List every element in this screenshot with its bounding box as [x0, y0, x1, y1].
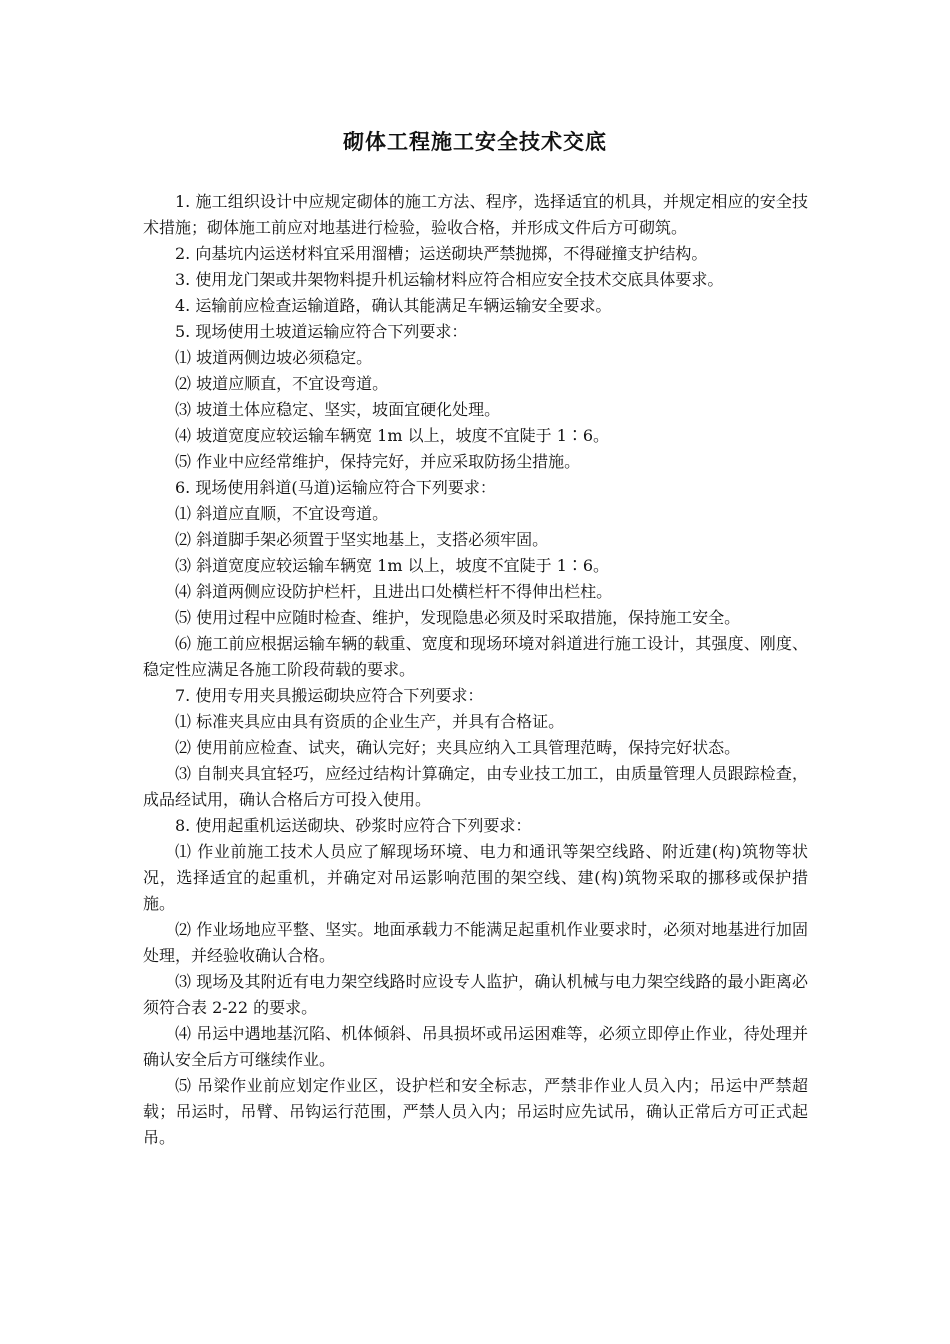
list-item-6-6: ⑹ 施工前应根据运输车辆的载重、宽度和现场环境对斜道进行施工设计，其强度、刚度、稳定性应满足各施工阶段荷载的要求。 [143, 634, 808, 679]
list-item-8-2: ⑵ 作业场地应平整、坚实。地面承载力不能满足起重机作业要求时，必须对地基进行加固处理，并经验收确认合格。 [143, 920, 808, 965]
paragraph-4: 4. 运输前应检查运输道路，确认其能满足车辆运输安全要求。 [175, 296, 612, 315]
paragraph-6: 6. 现场使用斜道(马道)运输应符合下列要求： [175, 478, 496, 497]
list-item-8-1: ⑴ 作业前施工技术人员应了解现场环境、电力和通讯等架空线路、附近建(构)筑物等状况，选择适宜的起重机，并确定对吊运影响范围的架空线、建(构)筑物采取的挪移或保护措施。 [143, 842, 808, 913]
paragraph-2: 2. 向基坑内运送材料宜采用溜槽；运送砌块严禁抛掷，不得碰撞支护结构。 [175, 244, 708, 263]
list-item-6-5: ⑸ 使用过程中应随时检查、维护，发现隐患必须及时采取措施，保持施工安全。 [175, 608, 741, 627]
paragraph-3: 3. 使用龙门架或井架物料提升机运输材料应符合相应安全技术交底具体要求。 [175, 270, 724, 289]
list-item-6-3: ⑶ 斜道宽度应较运输车辆宽 1m 以上，坡度不宜陡于 1∶6。 [175, 556, 610, 575]
list-item-5-5: ⑸ 作业中应经常维护，保持完好，并应采取防扬尘措施。 [175, 452, 581, 471]
list-item-6-1: ⑴ 斜道应直顺，不宜设弯道。 [175, 504, 389, 523]
list-item-7-3: ⑶ 自制夹具宜轻巧，应经过结构计算确定，由专业技工加工，由质量管理人员跟踪检查，成品经试用，确认合格后方可投入使用。 [143, 764, 808, 809]
paragraph-5: 5. 现场使用土坡道运输应符合下列要求： [175, 322, 468, 341]
paragraph-1: 1. 施工组织设计中应规定砌体的施工方法、程序，选择适宜的机具，并规定相应的安全技术措施；砌体施工前应对地基进行检验，验收合格，并形成文件后方可砌筑。 [143, 192, 808, 237]
list-item-6-2: ⑵ 斜道脚手架必须置于坚实地基上，支搭必须牢固。 [175, 530, 549, 549]
list-item-5-1: ⑴ 坡道两侧边坡必须稳定。 [175, 348, 373, 367]
list-item-6-4: ⑷ 斜道两侧应设防护栏杆，且进出口处横栏杆不得伸出栏柱。 [175, 582, 613, 601]
document-title: 砌体工程施工安全技术交底 [343, 129, 607, 154]
list-item-8-5: ⑸ 吊梁作业前应划定作业区，设护栏和安全标志，严禁非作业人员入内；吊运中严禁超载；吊运时，吊臂、吊钩运行范围，严禁人员入内；吊运时应先试吊，确认正常后方可正式起吊。 [143, 1076, 808, 1147]
list-item-8-4: ⑷ 吊运中遇地基沉陷、机体倾斜、吊具损坏或吊运困难等，必须立即停止作业，待处理并确认安全后方可继续作业。 [143, 1024, 808, 1069]
paragraph-7: 7. 使用专用夹具搬运砌块应符合下列要求： [175, 686, 484, 705]
document-body [143, 189, 808, 1151]
list-item-5-2: ⑵ 坡道应顺直，不宜设弯道。 [175, 374, 389, 393]
list-item-7-1: ⑴ 标准夹具应由具有资质的企业生产，并具有合格证。 [175, 712, 565, 731]
list-item-5-4: ⑷ 坡道宽度应较运输车辆宽 1m 以上，坡度不宜陡于 1∶6。 [175, 426, 610, 445]
paragraph-8: 8. 使用起重机运送砌块、砂浆时应符合下列要求： [175, 816, 532, 835]
list-item-8-3: ⑶ 现场及其附近有电力架空线路时应设专人监护，确认机械与电力架空线路的最小距离必须符合表 2-22 的要求。 [143, 972, 808, 1017]
list-item-5-3: ⑶ 坡道土体应稳定、坚实，坡面宜硬化处理。 [175, 400, 501, 419]
list-item-7-2: ⑵ 使用前应检查、试夹，确认完好；夹具应纳入工具管理范畴，保持完好状态。 [175, 738, 741, 757]
